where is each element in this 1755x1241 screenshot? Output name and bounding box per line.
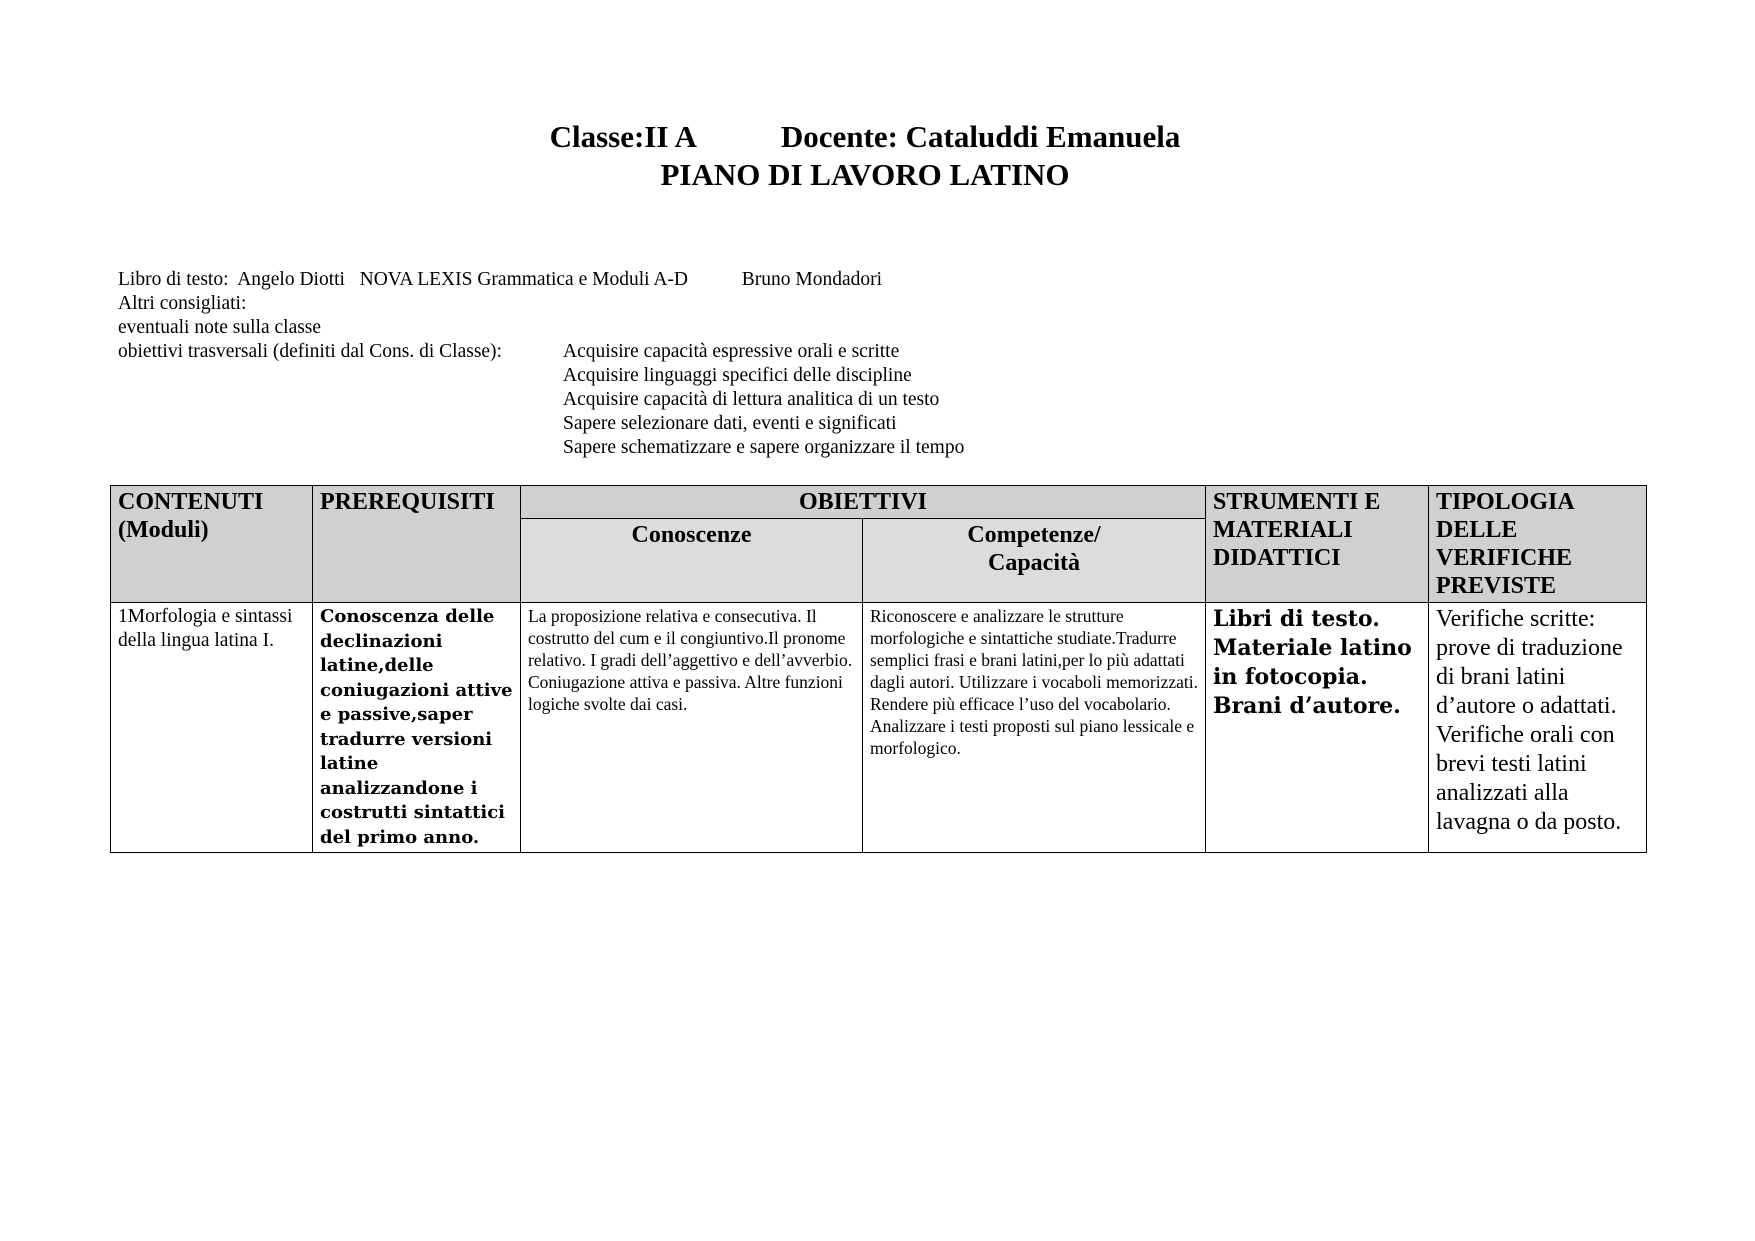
objectives-label: obiettivi trasversali (definiti dal Cons. di Classe): [118, 341, 502, 362]
header-line [0, 118, 1730, 156]
header-tipologia: TIPOLOGIA DELLE VERIFICHE PREVISTE [1429, 486, 1647, 603]
class-label: Classe:II A [549, 119, 697, 154]
header-strumenti: STRUMENTI E MATERIALI DIDATTICI [1206, 486, 1429, 603]
objective-item: Sapere schematizzare e sapere organizzare il tempo [563, 437, 965, 458]
table-row [111, 603, 1647, 853]
page-title: PIANO DI LAVORO LATINO [660, 157, 1070, 192]
textbook-title: NOVA LEXIS Grammatica e Moduli A-D [359, 269, 688, 290]
class-notes: eventuali note sulla classe [118, 317, 322, 338]
plan-table [110, 485, 1647, 853]
textbook-label: Libro di testo: [118, 269, 229, 290]
header-obiettivi: OBIETTIVI [521, 486, 1206, 519]
other-books: Altri consigliati: [118, 293, 247, 314]
document-header [0, 118, 1730, 194]
textbook-row [118, 268, 882, 292]
cell-strumenti: Libri di testo. Materiale latino in fotocopia. Brani d’autore. [1206, 603, 1429, 853]
document-info [118, 268, 882, 340]
textbook-publisher: Bruno Mondadori [741, 269, 883, 290]
teacher-label: Docente: Cataluddi Emanuela [780, 119, 1181, 154]
objective-item: Acquisire capacità di lettura analitica di un testo [563, 389, 940, 410]
cell-competenze: Riconoscere e analizzare le strutture morfologiche e sintattiche studiate.Tradurre semplici frasi e brani latini,per lo più adattati dagli autori. Utilizzare i vocaboli memorizzati. Rendere più efficace l’uso del vocabolario. Analizzare i testi proposti sul piano lessicale e morfologico. [863, 603, 1206, 853]
cell-prerequisiti: Conoscenza delle declinazioni latine,delle coniugazioni attive e passive,saper tradurre versioni latine analizzandone i costrutti sintattici del primo anno. [313, 603, 521, 853]
cell-contenuti: 1Morfologia e sintassi della lingua latina I. [111, 603, 313, 853]
textbook-author: Angelo Diotti [237, 269, 345, 290]
objective-item: Acquisire capacità espressive orali e scritte [563, 341, 900, 362]
objectives-list [563, 340, 964, 460]
objective-item: Sapere selezionare dati, eventi e significati [563, 413, 897, 434]
table-header-row [111, 486, 1647, 519]
header-competenze: Competenze/ Capacità [863, 519, 1206, 603]
header-prerequisiti: PREREQUISITI [313, 486, 521, 603]
cell-tipologia: Verifiche scritte: prove di traduzione di brani latini d’autore o adattati. Verifiche orali con brevi testi latini analizzati alla lavagna o da posto. [1429, 603, 1647, 853]
header-conoscenze: Conoscenze [521, 519, 863, 603]
objective-item: Acquisire linguaggi specifici delle discipline [563, 365, 912, 386]
header-contenuti: CONTENUTI (Moduli) [111, 486, 313, 603]
cell-conoscenze: La proposizione relativa e consecutiva. Il costrutto del cum e il congiuntivo.Il pronome relativo. I gradi dell’aggettivo e dell’avverbio. Coniugazione attiva e passiva. Altre funzioni logiche svolte dai casi. [521, 603, 863, 853]
